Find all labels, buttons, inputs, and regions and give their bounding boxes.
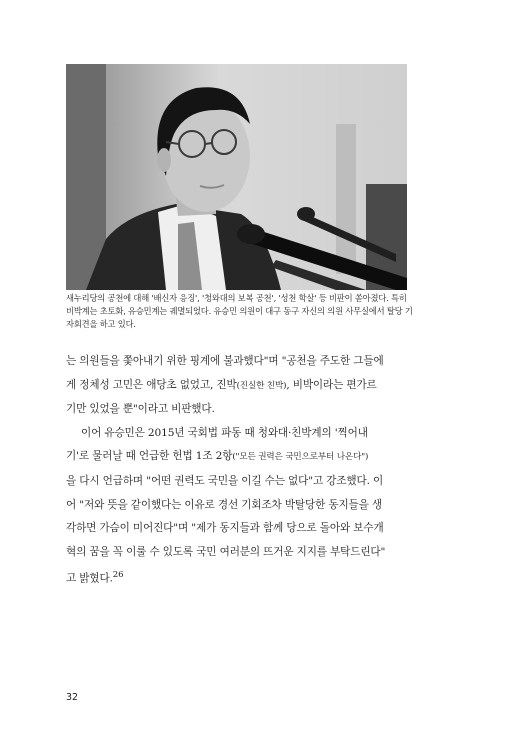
body-text-segment: 게 정체성 고민은 애당초 없었고, 진박 [66, 378, 237, 391]
footnote-reference[interactable]: 26 [112, 570, 124, 581]
body-line [66, 564, 412, 591]
body-text-segment: 기'로 물러날 때 언급한 헌법 1조 2항 [66, 450, 233, 463]
body-line: 기만 있었을 뿐"이라고 비판했다. [66, 403, 215, 416]
body-line: 을 다시 언급하며 "어떤 권력도 국민을 이길 수는 없다"고 강조했다. 이 [66, 474, 384, 487]
body-paragraphs [66, 350, 412, 591]
body-line: 는 의원들을 쫓아내기 위한 핑계에 불과했다"며 "공천을 주도한 그들에 [66, 355, 384, 367]
parenthetical-quote: ("모든 권력은 국민으로부터 나온다") [232, 452, 369, 463]
body-line [66, 445, 412, 470]
body-text-segment: 고 밝혔다. [66, 572, 113, 585]
paragraph-start-line: 이어 유승민은 2015년 국회법 파동 때 청와대·친박계의 '찍어내 [81, 426, 368, 439]
body-line: 어 "저와 뜻을 같이했다는 이유로 경선 기회조차 박탈당한 동지들을 생 [66, 498, 383, 511]
parenthetical-note: (진실한 친박) [236, 380, 287, 391]
caption-line: 새누리당의 공천에 대해 '배신자 응징', '청와대의 보복 공천', '성천 학살' 등 비판이 쏟아졌다. 특히 [66, 293, 407, 303]
photo-credit: ⓒ 연합뉴스 [461, 312, 504, 319]
page-number: 32 [66, 692, 79, 703]
body-text-segment: , 비박이라는 편가르 [286, 378, 377, 391]
body-line: 각하면 가슴이 미어진다"며 "제가 동지들과 함께 당으로 돌아와 보수개 [66, 522, 384, 535]
caption-line: 자회견을 하고 있다. [66, 319, 136, 329]
body-line [66, 374, 412, 399]
photo-caption [66, 292, 413, 331]
body-line: 혁의 꿈을 꼭 이룰 수 있도록 국민 여러분의 뜨거운 지지를 부탁드린다" [66, 545, 386, 558]
caption-line: 비박계는 초토화, 유승민계는 궤멸되었다. 유승민 의원이 대구 동구 자신의 의원 사무실에서 탈당 기 [66, 306, 413, 316]
